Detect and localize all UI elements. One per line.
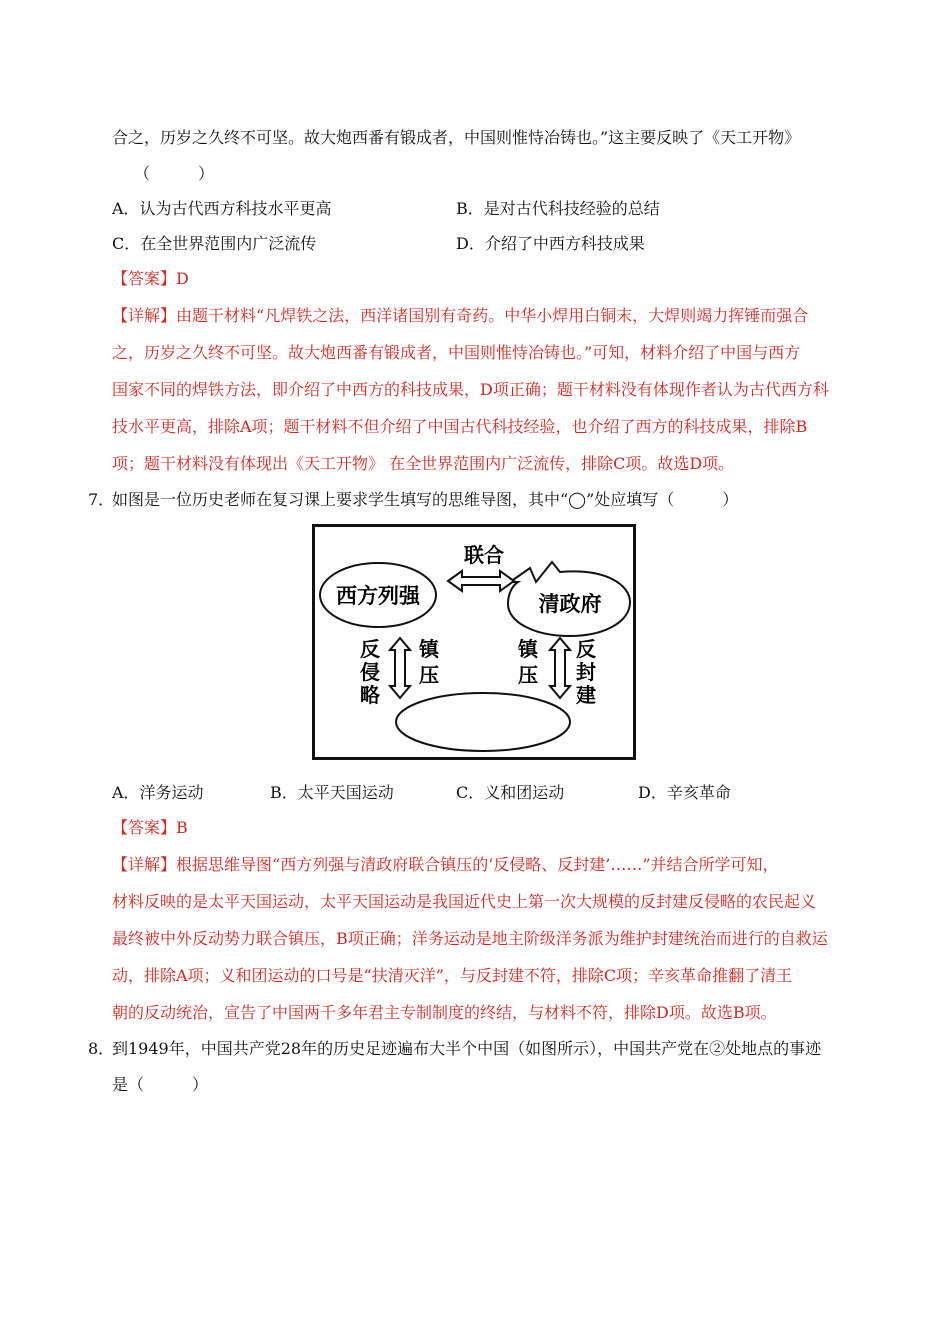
left-inner-char-2: 压 — [419, 663, 439, 687]
q7-option-c[interactable]: C．义和团运动 — [456, 783, 565, 802]
answer-value: B — [176, 818, 188, 837]
node-qing-label: 清政府 — [538, 592, 602, 616]
q6-detail-line1 — [112, 306, 808, 326]
left-outer-char-2: 侵 — [360, 660, 380, 684]
mind-map-diagram — [312, 524, 636, 760]
right-inner-char-2: 压 — [518, 663, 538, 687]
q7-answer — [112, 818, 188, 838]
q7-detail-line1 — [112, 855, 779, 875]
q6-option-c[interactable]: C．在全世界范围内广泛流传 — [112, 234, 317, 253]
q6-detail-line2: 之，历岁之久终不可坚。故大炮西番有锻成者，中国则惟恃冶铸也。”可知，材料介绍了中国与西方 — [112, 343, 801, 362]
q6-option-b[interactable]: B．是对古代科技经验的总结 — [456, 199, 660, 218]
detail-text: 根据思维导图“西方列强与清政府联合镇压的‘反侵略、反封建’……”并结合所学可知， — [176, 855, 779, 874]
node-west-label: 西方列强 — [336, 584, 420, 608]
q8-stem-line2: 是（ ） — [112, 1075, 209, 1094]
q7-detail-line2: 材料反映的是太平天国运动，太平天国运动是我国近代史上第一次大规模的反封建反侵略的农民起义 — [112, 892, 817, 911]
answer-value: D — [176, 269, 189, 288]
q7-detail-line5: 朝的反动统治，宣告了中国两千多年君主专制制度的终结，与材料不符，排除D项。故选B项。 — [112, 1003, 777, 1022]
right-outer-char-3: 建 — [576, 683, 596, 707]
left-outer-char-3: 略 — [360, 683, 380, 707]
q6-stem-line1: 合之，历岁之久终不可坚。故大炮西番有锻成者，中国则惟恃冶铸也。”这主要反映了《天工开物》 — [112, 128, 801, 147]
q6-stem-paren: （ ） — [134, 164, 215, 183]
q7-option-b[interactable]: B．太平天国运动 — [270, 783, 394, 802]
right-outer-char-1: 反 — [576, 637, 596, 661]
detail-text: 由题干材料“凡焊铁之法，西洋诸国别有奇药。中华小焊用白铜末，大焊则竭力挥锤而强合 — [176, 306, 809, 325]
q6-detail-line4: 技水平更高，排除A项；题干材料不但介绍了中国古代科技经验，也介绍了西方的科技成果，排除B — [112, 417, 808, 436]
q7-option-a[interactable]: A．洋务运动 — [112, 783, 204, 802]
q8-number: 8． — [88, 1039, 115, 1058]
left-outer-char-1: 反 — [360, 637, 380, 661]
detail-tag: 【详解】 — [112, 306, 177, 325]
left-inner-char-1: 镇 — [419, 637, 439, 661]
top-label: 联合 — [464, 543, 504, 567]
q7-option-d[interactable]: D．辛亥革命 — [638, 783, 731, 802]
q7-detail-line4: 动，排除A项；义和团运动的口号是“扶清灭洋”，与反封建不符，排除C项；辛亥革命推翻了清王 — [112, 966, 793, 985]
answer-tag: 【答案】 — [112, 269, 177, 288]
q8-stem-line1: 到1949年，中国共产党28年的历史足迹遍布大半个中国（如图所示），中国共产党在②处地点的事迹 — [112, 1039, 822, 1058]
blank-answer-oval — [396, 693, 570, 751]
answer-tag: 【答案】 — [112, 818, 177, 837]
q6-detail-line3: 国家不同的焊铁方法，即介绍了中西方的科技成果，D项正确；题干材料没有体现作者认为古代西方科 — [112, 380, 829, 399]
q6-option-a[interactable]: A．认为古代西方科技水平更高 — [112, 199, 332, 218]
q7-detail-line3: 最终被中外反动势力联合镇压，B项正确；洋务运动是地主阶级洋务派为维护封建统治而进行的自救运 — [112, 929, 828, 948]
right-inner-char-1: 镇 — [518, 637, 538, 661]
q6-answer — [112, 269, 189, 289]
q6-option-d[interactable]: D．介绍了中西方科技成果 — [456, 234, 645, 253]
q6-detail-line5: 项；题干材料没有体现出《天工开物》 在全世界范围内广泛流传，排除C项。故选D项。 — [112, 454, 735, 473]
right-outer-char-2: 封 — [576, 660, 596, 684]
q7-stem: 如图是一位历史老师在复习课上要求学生填写的思维导图，其中“◯”处应填写（ ） — [112, 490, 739, 509]
detail-tag: 【详解】 — [112, 855, 177, 874]
q7-number: 7． — [88, 490, 115, 509]
